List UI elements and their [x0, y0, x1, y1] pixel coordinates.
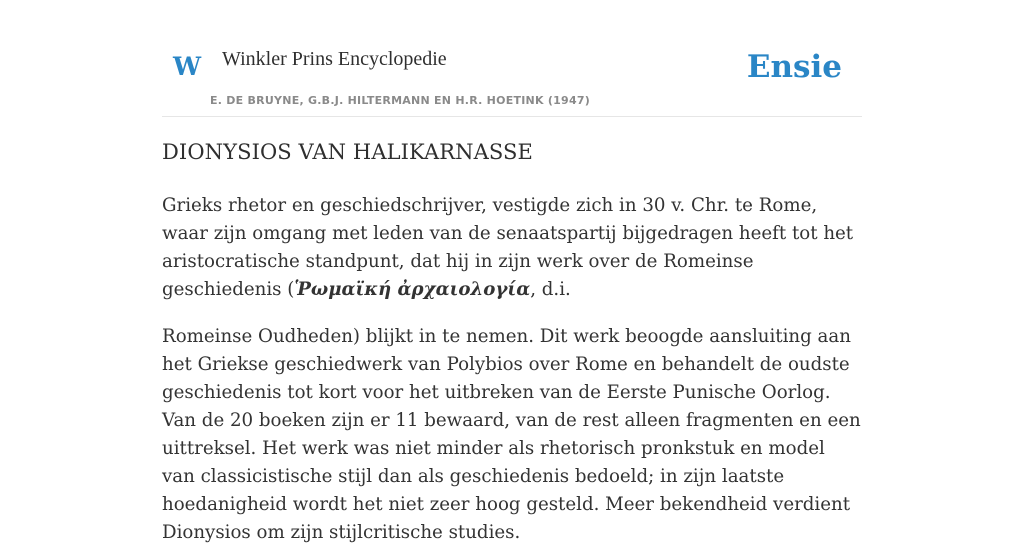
site-header — [162, 40, 862, 117]
greek-title: Ῥωμαϊκή ἀρχαιολογία — [294, 279, 531, 300]
source-title[interactable]: Winkler Prins Encyclopedie — [222, 48, 447, 70]
paragraph-text: Grieks rhetor en geschiedschrijver, vestigde zich in 30 v. Chr. te Rome, waar zijn omgang met leden van de senaatspartij bijgedragen heeft tot het aristocratische standpunt, dat hij in zijn werk over de Romeinse geschiedenis ( — [162, 195, 854, 300]
paragraph-text: , d.i. — [530, 279, 571, 300]
winkler-prins-logo[interactable]: W — [173, 52, 202, 81]
article-paragraph — [162, 192, 862, 304]
source-authors: E. DE BRUYNE, G.B.J. HILTERMANN EN H.R. HOETINK (1947) — [210, 94, 591, 107]
ensie-logo[interactable]: Ensie — [746, 49, 842, 85]
article-body — [162, 192, 862, 547]
page-title: DIONYSIOS VAN HALIKARNASSE — [162, 140, 533, 164]
article-paragraph: Romeinse Oudheden) blijkt in te nemen. Dit werk beoogde aansluiting aan het Griekse geschiedwerk van Polybios over Rome en behandelt de oudste geschiedenis tot kort voor het uitbreken van de Eerste Punische Oorlog. Van de 20 boeken zijn er 11 bewaard, van de rest alleen fragmenten en een uittreksel. Het werk was niet minder als rhetorisch pronkstuk en model van classicistische stijl dan als geschiedenis bedoeld; in zijn laatste hoedanigheid wordt het niet zeer hoog gesteld. Meer bekendheid verdient Dionysios om zijn stijlcritische studies. — [162, 326, 861, 543]
